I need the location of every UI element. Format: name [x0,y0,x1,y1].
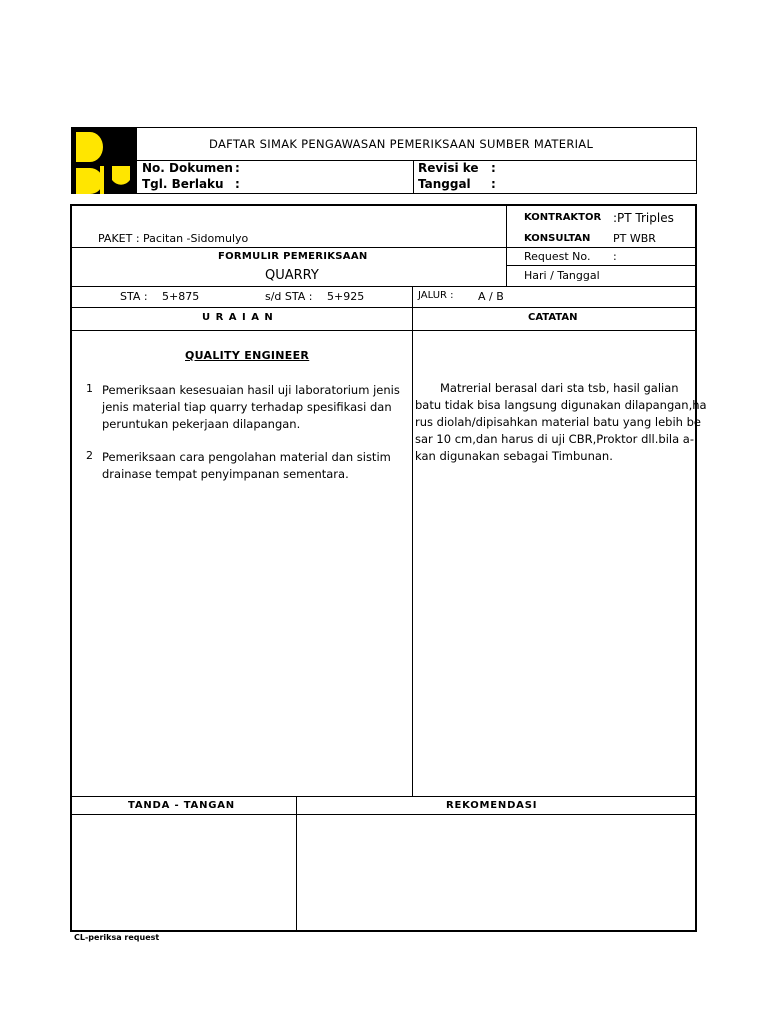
tgl-berlaku-colon: : [235,177,240,191]
tanggal-label: Tanggal [418,177,471,191]
uraian-item-2 [102,449,391,483]
uraian-item-1-line: Pemeriksaan kesesuaian hasil uji laboratorium jenis [102,383,400,397]
formulir-subtitle: QUARRY [265,268,319,283]
no-dokumen-label: No. Dokumen [142,161,233,175]
uraian-item-2-line: drainase tempat penyimpanan sementara. [102,467,349,481]
sta-to-value: 5+925 [327,290,365,303]
footer-note: CL-periksa request [74,933,160,942]
sta-from-label: STA : [120,290,148,303]
catatan-line: kan digunakan sebagai Timbunan. [415,449,613,463]
uraian-item-2-line: Pemeriksaan cara pengolahan material dan sistim [102,450,391,464]
formulir-title: FORMULIR PEMERIKSAAN [218,251,368,262]
konsultan-value: PT WBR [613,232,656,245]
tanda-tangan-heading: TANDA - TANGAN [128,800,235,811]
sta-from-value: 5+875 [162,290,200,303]
item-number: 2 [86,449,93,462]
request-label: Request No. [524,250,591,263]
uraian-heading: U R A I A N [202,312,274,323]
catatan-heading: CATATAN [528,312,578,323]
catatan-line: Matrerial berasal dari sta tsb, hasil galian [440,381,679,395]
uraian-item-1-line: jenis material tiap quarry terhadap spesifikasi dan [102,400,392,414]
item-number: 1 [86,382,93,395]
sta-to-label: s/d STA : [265,290,313,303]
rekomendasi-heading: REKOMENDASI [446,800,538,811]
paket-text: PAKET : Pacitan -Sidomulyo [98,232,249,245]
no-dokumen-colon: : [235,161,240,175]
quality-engineer-title: QUALITY ENGINEER [185,349,310,362]
kontraktor-value: :PT Triples [613,211,674,225]
tanggal-colon: : [491,177,496,191]
catatan-line: sar 10 cm,dan harus di uji CBR,Proktor dll.bila a- [415,432,694,446]
jalur-value: A / B [478,290,504,303]
kontraktor-label: KONTRAKTOR [524,212,602,223]
catatan-line: rus diolah/dipisahkan material batu yang lebih be [415,415,702,429]
konsultan-label: KONSULTAN [524,233,591,244]
request-colon: : [613,250,617,263]
catatan-text [415,380,707,465]
uraian-item-1 [102,382,400,433]
pu-logo-icon [72,128,136,194]
revisi-colon: : [491,161,496,175]
jalur-label: JALUR : [418,290,454,301]
revisi-label: Revisi ke [418,161,479,175]
catatan-line: batu tidak bisa langsung digunakan dilapangan,ha [415,398,707,412]
document-header [71,127,697,194]
uraian-item-1-line: peruntukan pekerjaan dilapangan. [102,417,301,431]
document-title: DAFTAR SIMAK PENGAWASAN PEMERIKSAAN SUMBER MATERIAL [209,137,594,151]
tgl-berlaku-label: Tgl. Berlaku [142,177,224,191]
inspection-form [70,204,707,932]
hari-tanggal-label: Hari / Tanggal [524,269,600,282]
